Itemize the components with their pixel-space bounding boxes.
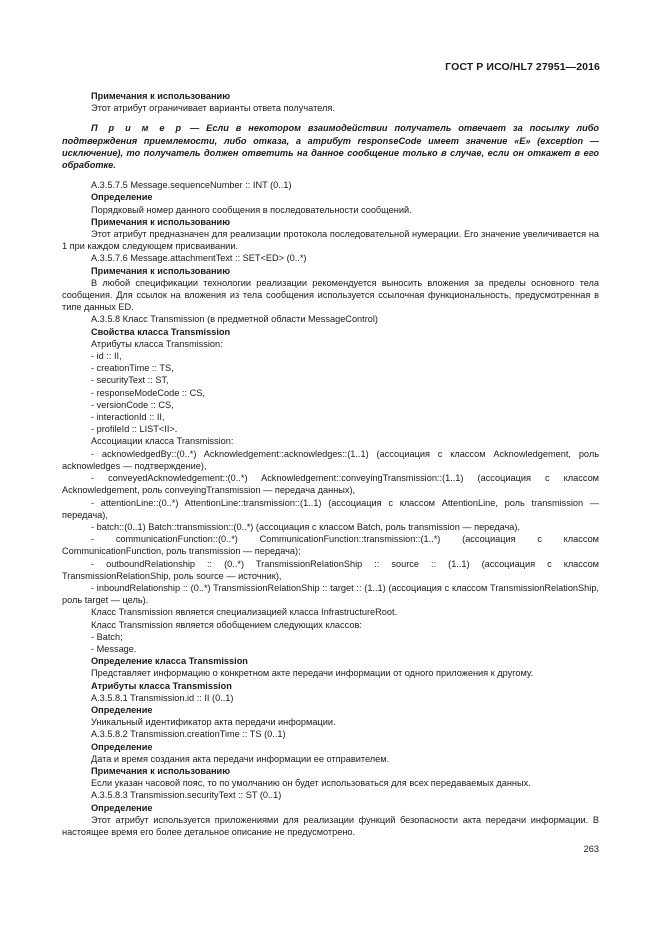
document-header: ГОСТ Р ИСО/HL7 27951—2016 — [445, 61, 600, 73]
class-attributes-heading: Атрибуты класса Transmission — [91, 680, 232, 691]
association-item: - outboundRelationship :: (0..*) TransmissionRelationShip :: source :: (1..1) (ассоциация с классом TransmissionRelationShip, роль source — источник), — [62, 558, 599, 581]
attribute-item: - responseModeCode :: CS, — [91, 387, 205, 398]
section-title: A.3.5.8 Класс Transmission (в предметной области MessageControl) — [91, 314, 378, 325]
definition-text: Уникальный идентификатор акта передачи информации. — [91, 717, 336, 728]
class-definition-heading: Определение класса Transmission — [91, 656, 248, 667]
page-body — [62, 90, 599, 838]
definition-heading: Определение — [91, 741, 153, 752]
generalization-text: Класс Transmission является обобщением следующих классов: — [91, 619, 362, 630]
notes-text: Если указан часовой пояс, то по умолчанию он будет использоваться для всех передаваемых данных. — [91, 778, 531, 789]
association-item: - attentionLine::(0..*) AttentionLine::transmission::(1..1) (ассоциация с классом AttentionLine, роль transmission — передача), — [62, 497, 599, 520]
notes-heading: Примечания к использованию — [91, 216, 231, 227]
notes-text: Этот атрибут ограничивает варианты ответа получателя. — [91, 103, 335, 114]
definition-text: Дата и время создания акта передачи информации ее отправителем. — [91, 753, 390, 764]
attribute-item: - securityText :: ST, — [91, 375, 169, 386]
definition-text: Порядковый номер данного сообщения в последовательности сообщений. — [91, 204, 412, 215]
example-label: П р и м е р — [91, 123, 184, 134]
subclass-item: - Batch; — [91, 631, 123, 642]
attribute-item: - interactionId :: II, — [91, 412, 165, 423]
attribute-item: - creationTime :: TS, — [91, 363, 174, 374]
section-title: A.3.5.7.5 Message.sequenceNumber :: INT (0..1) — [91, 180, 292, 191]
definition-heading: Определение — [91, 192, 153, 203]
section-title: A.3.5.8.2 Transmission.creationTime :: TS (0..1) — [91, 729, 286, 740]
associations-label: Ассоциации класса Transmission: — [91, 436, 234, 447]
class-definition-text: Представляет информацию о конкретном акте передачи информации от одного приложения к другому. — [91, 668, 534, 679]
properties-heading: Свойства класса Transmission — [91, 326, 231, 337]
association-item: - inboundRelationship :: (0..*) TransmissionRelationShip :: target :: (1..1) (ассоциация с классом TransmissionRelationShip, роль target — цель). — [62, 582, 599, 606]
specialization-text: Класс Transmission является специализацией класса InfrastructureRoot. — [91, 607, 398, 618]
definition-text: Этот атрибут используется приложениями для реализации функций безопасности акта передачи информации. В настоящее время его более детальное описание не предусмотрено. — [62, 814, 599, 837]
association-item: - conveyedAcknowledgement::(0..*) Acknowledgement::conveyingTransmission::(1..1) (ассоциация с классом Acknowledgement, роль conveyingTransmission — передача данных), — [62, 473, 599, 496]
example-text: — Если в некотором взаимодействии получатель отвечает за посылку либо подтверждения приемлемости, либо отказа, а атрибут responseCode имеет значение «E» (exception — исключение), то получатель должен ответить на данное сообщение только в случае, если он откажет в его обработке. — [62, 123, 599, 171]
attribute-item: - profileId :: LIST<II>. — [91, 424, 178, 435]
page-number: 263 — [583, 844, 599, 854]
section-title: A.3.5.8.3 Transmission.securityText :: ST (0..1) — [91, 790, 282, 801]
notes-text: Этот атрибут предназначен для реализации протокола последовательной нумерации. Его значение увеличивается на 1 при каждом следующем присваивании. — [62, 229, 599, 252]
association-item: - communicationFunction::(0..*) CommunicationFunction::transmission::(1..*) (ассоциация с классом CommunicationFunction, роль transmission — передача); — [62, 534, 599, 557]
section-title: A.3.5.7.6 Message.attachmentText :: SET<ED> (0..*) — [91, 253, 307, 264]
section-title: A.3.5.8.1 Transmission.id :: II (0..1) — [91, 692, 234, 703]
notes-heading: Примечания к использованию — [91, 765, 231, 776]
association-item: - acknowledgedBy::(0..*) Acknowledgement::acknowledges::(1..1) (ассоциация с классом Acknowledgement, роль acknowledges — подтверждение), — [62, 448, 599, 471]
example-paragraph — [62, 122, 599, 171]
notes-heading: Примечания к использованию — [91, 265, 231, 276]
association-item: - batch::(0..1) Batch::transmission::(0..*) (ассоциация с классом Batch, роль transmission — передача), — [91, 521, 520, 532]
notes-text: В любой спецификации технологии реализации рекомендуется выносить вложения за пределы основного тела сообщения. Для ссылок на вложения из тела сообщения используется ссылочная функциональность, предусмотренная в типе данных ED. — [62, 277, 599, 313]
definition-heading: Определение — [91, 704, 153, 715]
subclass-item: - Message. — [91, 643, 137, 654]
attribute-item: - id :: II, — [91, 351, 122, 362]
attribute-item: - versionCode :: CS, — [91, 399, 174, 410]
attributes-label: Атрибуты класса Transmission: — [91, 338, 223, 349]
definition-heading: Определение — [91, 802, 153, 813]
notes-heading: Примечания к использованию — [91, 91, 231, 101]
